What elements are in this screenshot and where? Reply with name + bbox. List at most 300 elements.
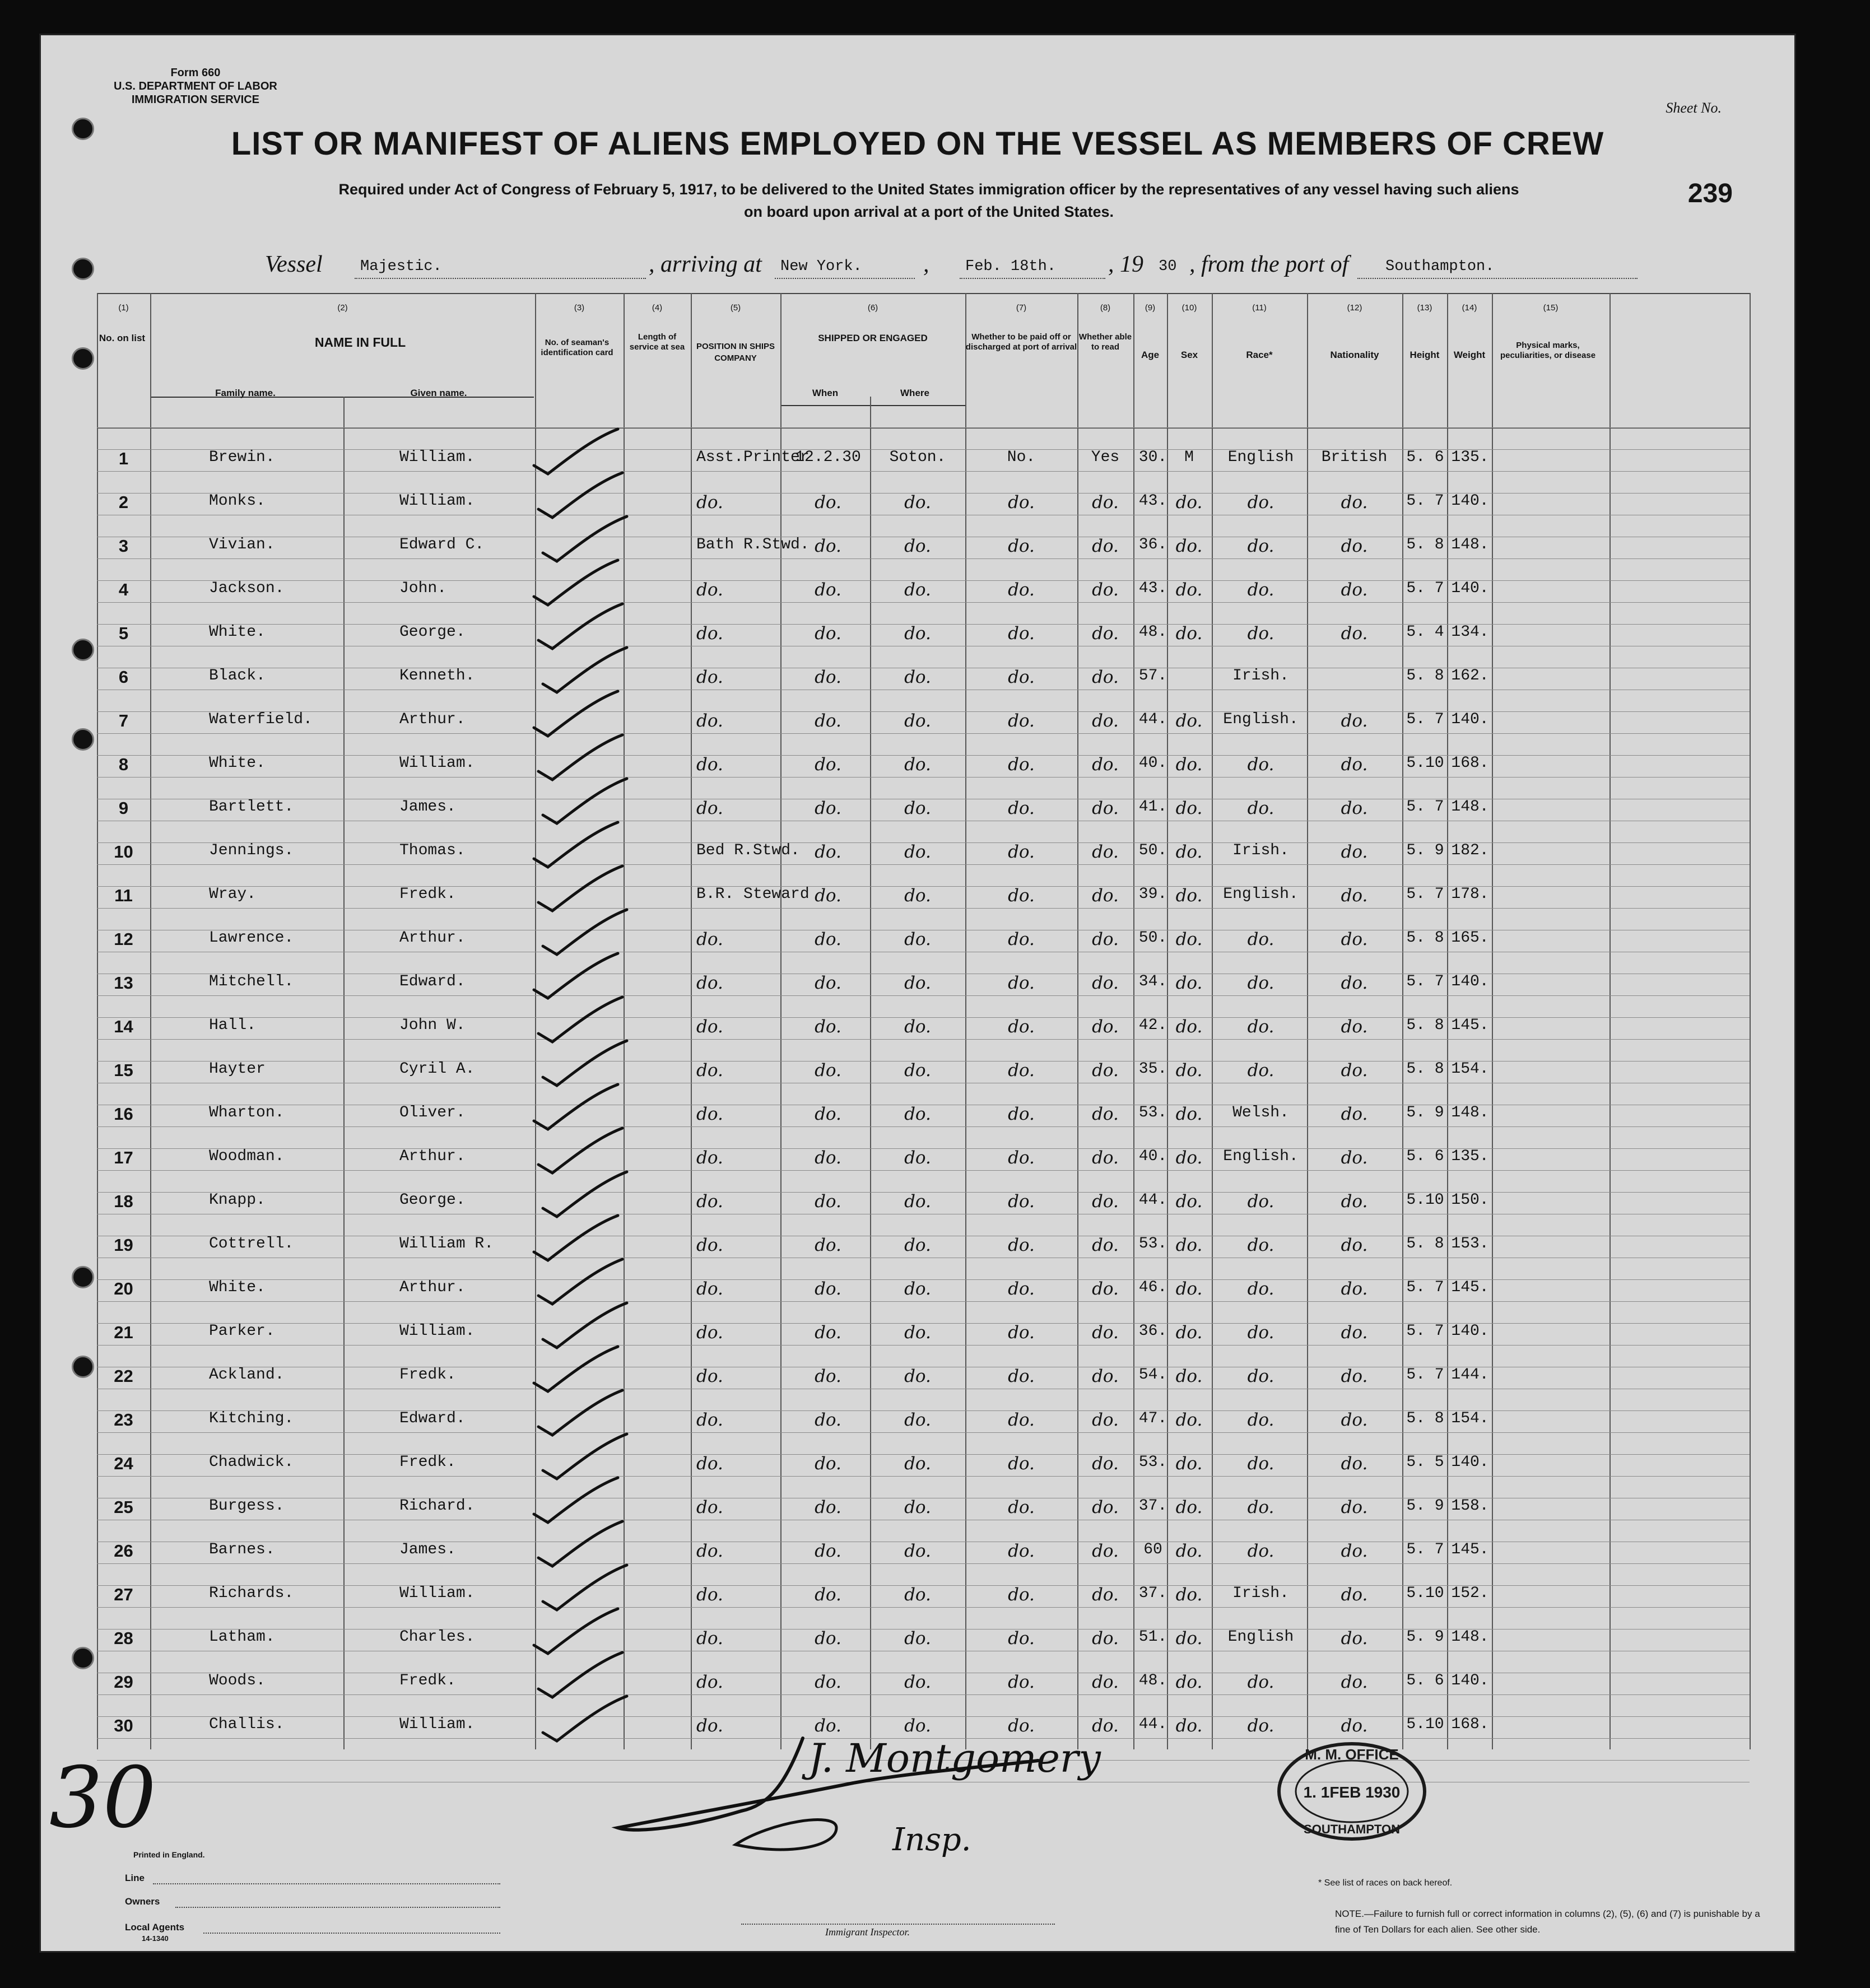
check-mark-icon: [532, 1431, 632, 1482]
header-service: Length of service at sea: [629, 332, 685, 352]
cell-height: 5. 8: [1406, 667, 1444, 685]
cell-where: do.: [904, 1628, 931, 1649]
cell-when: do.: [815, 1716, 841, 1736]
stamp-bottom: SOUTHAMPTON: [1304, 1822, 1400, 1836]
cell-height: 5.10: [1406, 1716, 1444, 1733]
cell-where: do.: [904, 1279, 931, 1299]
line-underline: [153, 1883, 500, 1884]
cell-sex: do.: [1175, 1410, 1203, 1430]
stamp-top: M. M. OFFICE: [1305, 1746, 1399, 1763]
cell-height: 5. 7: [1406, 886, 1444, 903]
manifest-sheet: [39, 34, 1796, 1953]
cell-nat: do.: [1341, 711, 1368, 731]
cell-paid: do.: [1008, 1585, 1035, 1605]
check-mark-icon: [527, 1650, 628, 1700]
cell-sex: do.: [1175, 1541, 1203, 1561]
header-race: Race*: [1246, 350, 1273, 360]
cell-weight: 140.: [1451, 973, 1489, 990]
cell-sex: do.: [1175, 1323, 1203, 1343]
cell-age: 44.: [1138, 1716, 1167, 1733]
column-number: (11): [1252, 303, 1267, 313]
cell-no: 17: [114, 1148, 133, 1167]
cell-paid: do.: [1008, 842, 1035, 862]
cell-race: do.: [1247, 1497, 1274, 1517]
cell-age: 40.: [1138, 1148, 1167, 1165]
cell-age: 44.: [1138, 1191, 1167, 1209]
form-department: U.S. DEPARTMENT OF LABOR: [114, 80, 277, 92]
cell-race: do.: [1247, 580, 1274, 600]
cell-given: Cyril A.: [399, 1060, 475, 1078]
cell-height: 5. 4: [1406, 623, 1444, 641]
cell-given: James.: [399, 1541, 456, 1558]
cell-position: do.: [696, 1672, 723, 1692]
cell-weight: 140.: [1451, 1454, 1489, 1471]
cell-read: do.: [1092, 667, 1119, 687]
cell-given: Edward C.: [399, 536, 485, 553]
row-rule: [97, 1476, 1750, 1477]
cell-nat: do.: [1341, 1191, 1368, 1212]
header-height: Height: [1410, 350, 1440, 360]
column-rule: [691, 293, 692, 1749]
cell-sex: do.: [1175, 711, 1203, 731]
page-title: LIST OR MANIFEST OF ALIENS EMPLOYED ON THE VESSEL AS MEMBERS OF CREW: [231, 125, 1604, 162]
cell-read: do.: [1092, 1454, 1119, 1474]
cell-height: 5. 6: [1406, 449, 1444, 466]
header-no-on-list: No. on list: [99, 333, 146, 343]
cell-age: 42.: [1138, 1017, 1167, 1034]
agents-label: Local Agents: [125, 1922, 185, 1933]
header-shipped: SHIPPED OR ENGAGED: [818, 333, 928, 343]
cell-race: do.: [1247, 1017, 1274, 1037]
from-underline: [1357, 277, 1638, 279]
cell-age: 60: [1143, 1541, 1162, 1558]
cell-weight: 140.: [1451, 580, 1489, 597]
cell-age: 37.: [1138, 1585, 1167, 1602]
cell-no: 12: [114, 929, 133, 949]
cell-read: do.: [1092, 1279, 1119, 1299]
header-given-name: Given name.: [410, 388, 467, 398]
cell-race: do.: [1247, 798, 1274, 818]
cell-no: 4: [118, 580, 129, 599]
cell-sex: do.: [1175, 1060, 1203, 1081]
cell-paid: do.: [1008, 1497, 1035, 1517]
cell-given: James.: [399, 798, 456, 816]
cell-sex: do.: [1175, 886, 1203, 906]
column-number: (8): [1100, 303, 1111, 313]
cell-height: 5. 7: [1406, 1366, 1444, 1384]
cell-no: 8: [118, 755, 129, 774]
cell-read: Yes: [1091, 449, 1120, 466]
cell-given: William.: [399, 1716, 475, 1733]
cell-position: do.: [696, 798, 723, 818]
cell-when: do.: [815, 1628, 841, 1649]
cell-age: 53.: [1138, 1235, 1167, 1253]
cell-where: do.: [904, 1060, 931, 1081]
cell-no: 13: [114, 973, 133, 993]
cell-age: 50.: [1138, 842, 1167, 859]
cell-read: do.: [1092, 1366, 1119, 1386]
cell-read: do.: [1092, 1497, 1119, 1517]
cell-family: Brewin.: [209, 449, 275, 466]
cell-when: do.: [815, 798, 841, 818]
header-when: When: [812, 388, 839, 398]
cell-read: do.: [1092, 929, 1119, 949]
line-label: Line: [125, 1873, 145, 1883]
cell-weight: 178.: [1451, 886, 1489, 903]
cell-age: 54.: [1138, 1366, 1167, 1384]
cell-age: 46.: [1138, 1279, 1167, 1296]
cell-family: White.: [209, 755, 266, 772]
cell-race: English.: [1223, 886, 1299, 903]
cell-weight: 134.: [1451, 623, 1489, 641]
cell-position: do.: [696, 1060, 723, 1081]
cell-position: do.: [696, 1191, 723, 1212]
cell-family: Knapp.: [209, 1191, 266, 1209]
row-rule: [97, 733, 1750, 734]
cell-position: do.: [696, 711, 723, 731]
cell-nat: do.: [1341, 929, 1368, 949]
agents-underline: [203, 1932, 500, 1934]
cell-weight: 154.: [1451, 1410, 1489, 1427]
cell-nat: British: [1321, 449, 1388, 466]
cell-no: 29: [114, 1672, 133, 1692]
cell-family: Bartlett.: [209, 798, 294, 816]
cell-where: do.: [904, 667, 931, 687]
cell-no: 16: [114, 1104, 133, 1124]
cell-no: 18: [114, 1191, 133, 1211]
cell-position: do.: [696, 1323, 723, 1343]
cell-family: Woods.: [209, 1672, 266, 1689]
cell-nat: do.: [1341, 1672, 1368, 1692]
office-stamp: [1273, 1738, 1430, 1845]
cell-nat: do.: [1341, 623, 1368, 644]
cell-when: do.: [815, 1017, 841, 1037]
cell-nat: do.: [1341, 1148, 1368, 1168]
check-mark-icon: [532, 907, 632, 957]
cell-when: do.: [815, 842, 841, 862]
column-number: (1): [118, 303, 129, 313]
cell-position: do.: [696, 492, 723, 513]
cell-given: Fredk.: [399, 1672, 456, 1689]
cell-race: do.: [1247, 1716, 1274, 1736]
arriving-label: , arriving at: [649, 252, 762, 277]
cell-when: do.: [815, 623, 841, 644]
cell-weight: 168.: [1451, 1716, 1489, 1733]
column-rule: [1492, 293, 1493, 1749]
cell-family: Wray.: [209, 886, 257, 903]
cell-height: 5. 7: [1406, 798, 1444, 816]
cell-position: do.: [696, 1497, 723, 1517]
cell-read: do.: [1092, 973, 1119, 993]
check-mark-icon: [523, 688, 624, 739]
margin-count: 30: [49, 1749, 156, 1847]
cell-given: William.: [399, 1323, 475, 1340]
cell-when: do.: [815, 973, 841, 993]
header-where: Where: [900, 388, 929, 398]
cell-sex: do.: [1175, 1235, 1203, 1255]
signature-title: Insp.: [892, 1822, 971, 1858]
cell-paid: do.: [1008, 1454, 1035, 1474]
cell-weight: 140.: [1451, 711, 1489, 728]
cell-nat: do.: [1341, 1410, 1368, 1430]
cell-when: do.: [815, 1323, 841, 1343]
cell-position: do.: [696, 1104, 723, 1124]
cell-given: John.: [399, 580, 447, 597]
cell-position: Bed R.Stwd.: [696, 842, 800, 859]
form-header: [114, 66, 277, 106]
cell-where: do.: [904, 492, 931, 513]
cell-paid: do.: [1008, 755, 1035, 775]
cell-weight: 140.: [1451, 1672, 1489, 1689]
cell-when: do.: [815, 1585, 841, 1605]
cell-no: 20: [114, 1279, 133, 1298]
cell-paid: do.: [1008, 1323, 1035, 1343]
cell-height: 5. 7: [1406, 973, 1444, 990]
cell-race: Irish.: [1232, 1585, 1289, 1602]
cell-nat: do.: [1341, 755, 1368, 775]
check-mark-icon: [527, 1388, 628, 1438]
cell-weight: 182.: [1451, 842, 1489, 859]
cell-read: do.: [1092, 755, 1119, 775]
column-number: (4): [652, 303, 663, 313]
cell-family: Hall.: [209, 1017, 257, 1034]
cell-read: do.: [1092, 580, 1119, 600]
cell-race: do.: [1247, 492, 1274, 513]
cell-no: 1: [118, 449, 129, 468]
cell-given: William.: [399, 449, 475, 466]
cell-where: do.: [904, 1454, 931, 1474]
cell-nat: do.: [1341, 973, 1368, 993]
cell-when: do.: [815, 1672, 841, 1692]
arrival-date: Feb. 18th.: [965, 258, 1057, 275]
cell-when: do.: [815, 1279, 841, 1299]
punch-hole: [72, 1356, 94, 1378]
check-mark-icon: [532, 1169, 632, 1219]
cell-when: do.: [815, 1454, 841, 1474]
header-sex: Sex: [1180, 350, 1198, 360]
check-mark-icon: [523, 1082, 624, 1132]
cell-paid: do.: [1008, 1410, 1035, 1430]
check-mark-icon: [523, 557, 624, 608]
cell-race: do.: [1247, 1410, 1274, 1430]
cell-position: do.: [696, 1454, 723, 1474]
cell-where: do.: [904, 842, 931, 862]
cell-sex: do.: [1175, 1628, 1203, 1649]
cell-given: Fredk.: [399, 1454, 456, 1471]
date-underline: [960, 277, 1105, 279]
cell-where: do.: [904, 1235, 931, 1255]
cell-race: do.: [1247, 1454, 1274, 1474]
cell-position: do.: [696, 1148, 723, 1168]
cell-sex: do.: [1175, 1104, 1203, 1124]
check-mark-icon: [523, 951, 624, 1001]
cell-height: 5. 7: [1406, 1279, 1444, 1296]
cell-paid: do.: [1008, 1191, 1035, 1212]
cell-sex: do.: [1175, 1497, 1203, 1517]
cell-sex: do.: [1175, 580, 1203, 600]
cell-nat: do.: [1341, 886, 1368, 906]
cell-race: do.: [1247, 1672, 1274, 1692]
cell-given: Arthur.: [399, 711, 466, 728]
row-rule: [97, 602, 1750, 603]
cell-family: White.: [209, 1279, 266, 1296]
cell-sex: do.: [1175, 492, 1203, 513]
cell-height: 5. 9: [1406, 1628, 1444, 1646]
comma-separator: ,: [923, 252, 929, 277]
cell-paid: do.: [1008, 1366, 1035, 1386]
cell-race: Welsh.: [1232, 1104, 1289, 1121]
cell-age: 43.: [1138, 580, 1167, 597]
cell-paid: do.: [1008, 492, 1035, 513]
row-rule: [97, 1126, 1750, 1127]
cell-where: do.: [904, 1585, 931, 1605]
cell-given: George.: [399, 1191, 466, 1209]
cell-position: do.: [696, 1585, 723, 1605]
cell-given: William.: [399, 755, 475, 772]
column-rule: [1077, 293, 1078, 1749]
cell-sex: do.: [1175, 1585, 1203, 1605]
cell-where: do.: [904, 1410, 931, 1430]
cell-paid: do.: [1008, 1628, 1035, 1649]
cell-paid: do.: [1008, 1541, 1035, 1561]
cell-family: Waterfield.: [209, 711, 313, 728]
cell-no: 9: [118, 798, 129, 818]
column-number: (10): [1181, 303, 1197, 313]
fine-note: NOTE.—Failure to furnish full or correct information in columns (2), (5), (6) and (7) is punishable by a fine of Ten Dollars for each alien. See other side.: [1335, 1908, 1760, 1935]
check-mark-icon: [527, 1125, 628, 1176]
cell-position: do.: [696, 1716, 723, 1736]
cell-no: 24: [114, 1454, 133, 1473]
cell-weight: 165.: [1451, 929, 1489, 947]
from-label: , from the port of: [1189, 252, 1349, 277]
cell-weight: 140.: [1451, 1323, 1489, 1340]
cell-sex: do.: [1175, 842, 1203, 862]
row-rule: [97, 1607, 1750, 1608]
cell-weight: 168.: [1451, 755, 1489, 772]
departure-port: Southampton.: [1385, 258, 1495, 275]
cell-sex: do.: [1175, 1191, 1203, 1212]
cell-paid: do.: [1008, 1235, 1035, 1255]
cell-weight: 145.: [1451, 1541, 1489, 1558]
table-rule: [97, 293, 1750, 294]
check-mark-icon: [532, 1562, 632, 1613]
cell-family: Parker.: [209, 1323, 275, 1340]
cell-read: do.: [1092, 1410, 1119, 1430]
cell-weight: 152.: [1451, 1585, 1489, 1602]
cell-race: English.: [1223, 1148, 1299, 1165]
cell-no: 5: [118, 623, 129, 643]
cell-family: Jackson.: [209, 580, 285, 597]
cell-given: Charles.: [399, 1628, 475, 1646]
cell-where: do.: [904, 536, 931, 556]
cell-read: do.: [1092, 1628, 1119, 1649]
row-rule: [97, 908, 1750, 909]
vessel-label: Vessel: [265, 252, 323, 277]
cell-family: Woodman.: [209, 1148, 285, 1165]
cell-when: do.: [815, 886, 841, 906]
vessel-name: Majestic.: [360, 258, 442, 275]
check-mark-icon: [532, 1300, 632, 1351]
cell-age: 41.: [1138, 798, 1167, 816]
cell-paid: do.: [1008, 1716, 1035, 1736]
cell-read: do.: [1092, 1104, 1119, 1124]
cell-age: 44.: [1138, 711, 1167, 728]
cell-paid: do.: [1008, 711, 1035, 731]
cell-where: Soton.: [889, 449, 946, 466]
cell-no: 2: [118, 492, 129, 512]
check-mark-icon: [527, 732, 628, 783]
column-rule: [1212, 293, 1213, 1749]
cell-read: do.: [1092, 1191, 1119, 1212]
cell-nat: do.: [1341, 1279, 1368, 1299]
cell-when: do.: [815, 536, 841, 556]
column-rule: [1609, 293, 1611, 1749]
cell-age: 48.: [1138, 1672, 1167, 1689]
cell-race: English.: [1223, 711, 1299, 728]
cell-no: 25: [114, 1497, 133, 1517]
cell-nat: do.: [1341, 580, 1368, 600]
cell-family: Cottrell.: [209, 1235, 294, 1253]
check-mark-icon: [527, 863, 628, 914]
cell-when: do.: [815, 667, 841, 687]
cell-no: 6: [118, 667, 129, 687]
column-rule: [150, 293, 151, 1749]
cell-family: Mitchell.: [209, 973, 294, 990]
cell-when: do.: [815, 580, 841, 600]
cell-weight: 148.: [1451, 1628, 1489, 1646]
cell-family: Burgess.: [209, 1497, 285, 1515]
year-suffix: 30: [1159, 258, 1177, 275]
cell-family: Vivian.: [209, 536, 275, 553]
cell-age: 57.: [1138, 667, 1167, 685]
sheet-number-label: Sheet No.: [1666, 100, 1722, 116]
cell-where: do.: [904, 929, 931, 949]
punch-hole: [72, 1647, 94, 1669]
cell-no: 23: [114, 1410, 133, 1430]
cell-height: 5. 7: [1406, 580, 1444, 597]
cell-age: 47.: [1138, 1410, 1167, 1427]
header-age: Age: [1141, 350, 1160, 360]
cell-position: do.: [696, 1017, 723, 1037]
cell-age: 30.: [1138, 449, 1167, 466]
cell-paid: do.: [1008, 1104, 1035, 1124]
cell-weight: 135.: [1451, 449, 1489, 466]
cell-given: Thomas.: [399, 842, 466, 859]
cell-no: 14: [114, 1017, 133, 1036]
cell-where: do.: [904, 1104, 931, 1124]
cell-position: do.: [696, 580, 723, 600]
cell-sex: do.: [1175, 1672, 1203, 1692]
column-number: (7): [1016, 303, 1027, 313]
cell-position: do.: [696, 667, 723, 687]
cell-read: do.: [1092, 1323, 1119, 1343]
cell-read: do.: [1092, 623, 1119, 644]
column-number: (6): [867, 303, 878, 313]
cell-paid: do.: [1008, 973, 1035, 993]
cell-where: do.: [904, 711, 931, 731]
cell-where: do.: [904, 580, 931, 600]
cell-given: Arthur.: [399, 929, 466, 947]
cell-where: do.: [904, 1191, 931, 1212]
cell-where: do.: [904, 798, 931, 818]
cell-where: do.: [904, 1017, 931, 1037]
cell-nat: do.: [1341, 842, 1368, 862]
cell-paid: do.: [1008, 667, 1035, 687]
cell-read: do.: [1092, 1672, 1119, 1692]
cell-paid: do.: [1008, 886, 1035, 906]
column-number: (5): [730, 303, 741, 313]
cell-paid: do.: [1008, 798, 1035, 818]
